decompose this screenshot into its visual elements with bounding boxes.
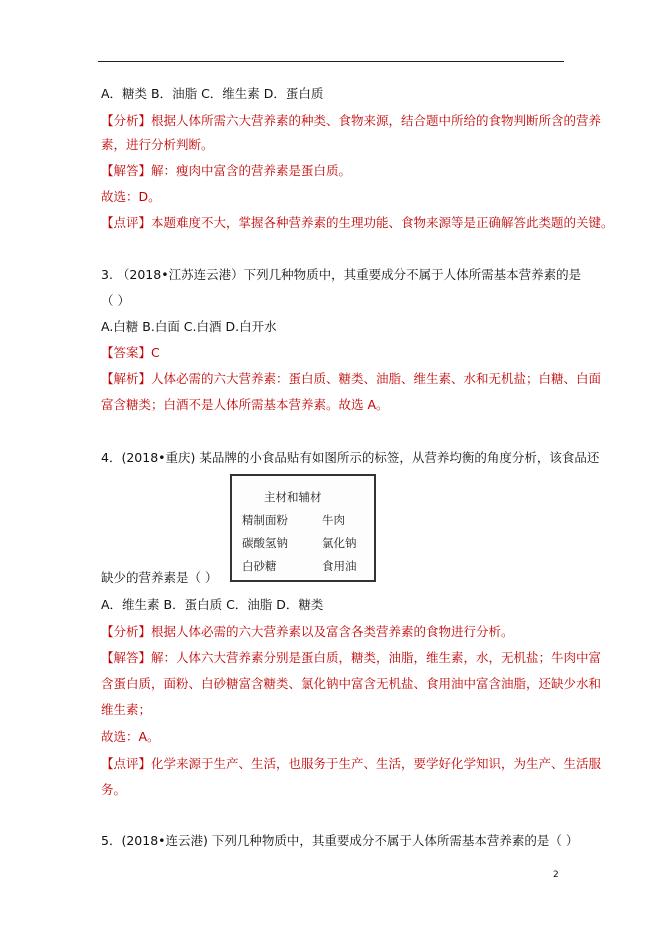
- q4-options: A．维生素 B．蛋白质 C．油脂 D．糖类: [101, 597, 324, 612]
- q3-explanation-cont: 富含糖类；白酒不是人体所需基本营养素。故选 A。: [101, 397, 389, 412]
- food-label-item: 氯化钠: [322, 536, 357, 550]
- q4-stem: 4．(2018•重庆) 某品牌的小食品贴有如图所示的标签，从营养均衡的角度分析，该食品还: [101, 450, 600, 465]
- food-label-title: 主材和辅材: [264, 490, 322, 504]
- q3-blank: （ ）: [101, 293, 130, 308]
- q3-explanation: 【解析】人体必需的六大营养素：蛋白质、糖类、油脂、维生素、水和无机盐；白糖、白面: [101, 371, 602, 386]
- food-label-item: 精制面粉: [242, 513, 288, 527]
- q2-choice: 故选：D。: [101, 189, 161, 204]
- q4-comment: 【点评】化学来源于生产、生活，也服务于生产、生活，要学好化学知识，为生产、生活服: [101, 756, 602, 771]
- q3-options: A.白糖 B.白面 C.白酒 D.白开水: [101, 319, 277, 334]
- q2-comment: 【点评】本题难度不大，掌握各种营养素的生理功能、食物来源等是正确解答此类题的关键。: [101, 215, 614, 230]
- q4-analysis: 【分析】根据人体必需的六大营养素以及富含各类营养素的食物进行分析。: [101, 624, 514, 639]
- q4-solution-cont: 含蛋白质，面粉、白砂糖富含糖类、氯化钠中富含无机盐、食用油中富含油脂，还缺少水和: [101, 676, 602, 691]
- food-label-item: 牛肉: [322, 513, 345, 527]
- header-rule: [98, 61, 564, 62]
- q4-stem-cont: 缺少的营养素是（ ）: [101, 570, 218, 585]
- q4-choice: 故选：A。: [101, 729, 160, 744]
- page-number: 2: [553, 870, 559, 880]
- q4-solution: 【解答】解：人体六大营养素分别是蛋白质，糖类，油脂，维生素，水，无机盐；牛肉中富: [101, 650, 602, 665]
- q2-analysis: 【分析】根据人体所需六大营养素的种类、食物来源，结合题中所给的食物判断所含的营养: [101, 113, 602, 128]
- q3-answer: 【答案】C: [101, 345, 160, 360]
- q2-options: A．糖类 B．油脂 C．维生素 D．蛋白质: [101, 86, 324, 101]
- q4-solution-cont: 维生素；: [101, 702, 152, 717]
- food-label-item: 白砂糖: [242, 559, 277, 573]
- food-label-item: 碳酸氢钠: [242, 536, 288, 550]
- food-label-item: 食用油: [322, 559, 357, 573]
- q4-comment-cont: 务。: [101, 782, 127, 797]
- q3-stem: 3. （2018•江苏连云港）下列几种物质中，其重要成分不属于人体所需基本营养素的是: [101, 267, 582, 282]
- food-label-image: [230, 474, 376, 582]
- q5-stem: 5．(2018•连云港) 下列几种物质中，其重要成分不属于人体所需基本营养素的是（ ）: [101, 833, 579, 848]
- q2-solution: 【解答】解：瘦肉中富含的营养素是蛋白质。: [101, 163, 352, 178]
- q2-analysis-cont: 素，进行分析判断。: [101, 137, 214, 152]
